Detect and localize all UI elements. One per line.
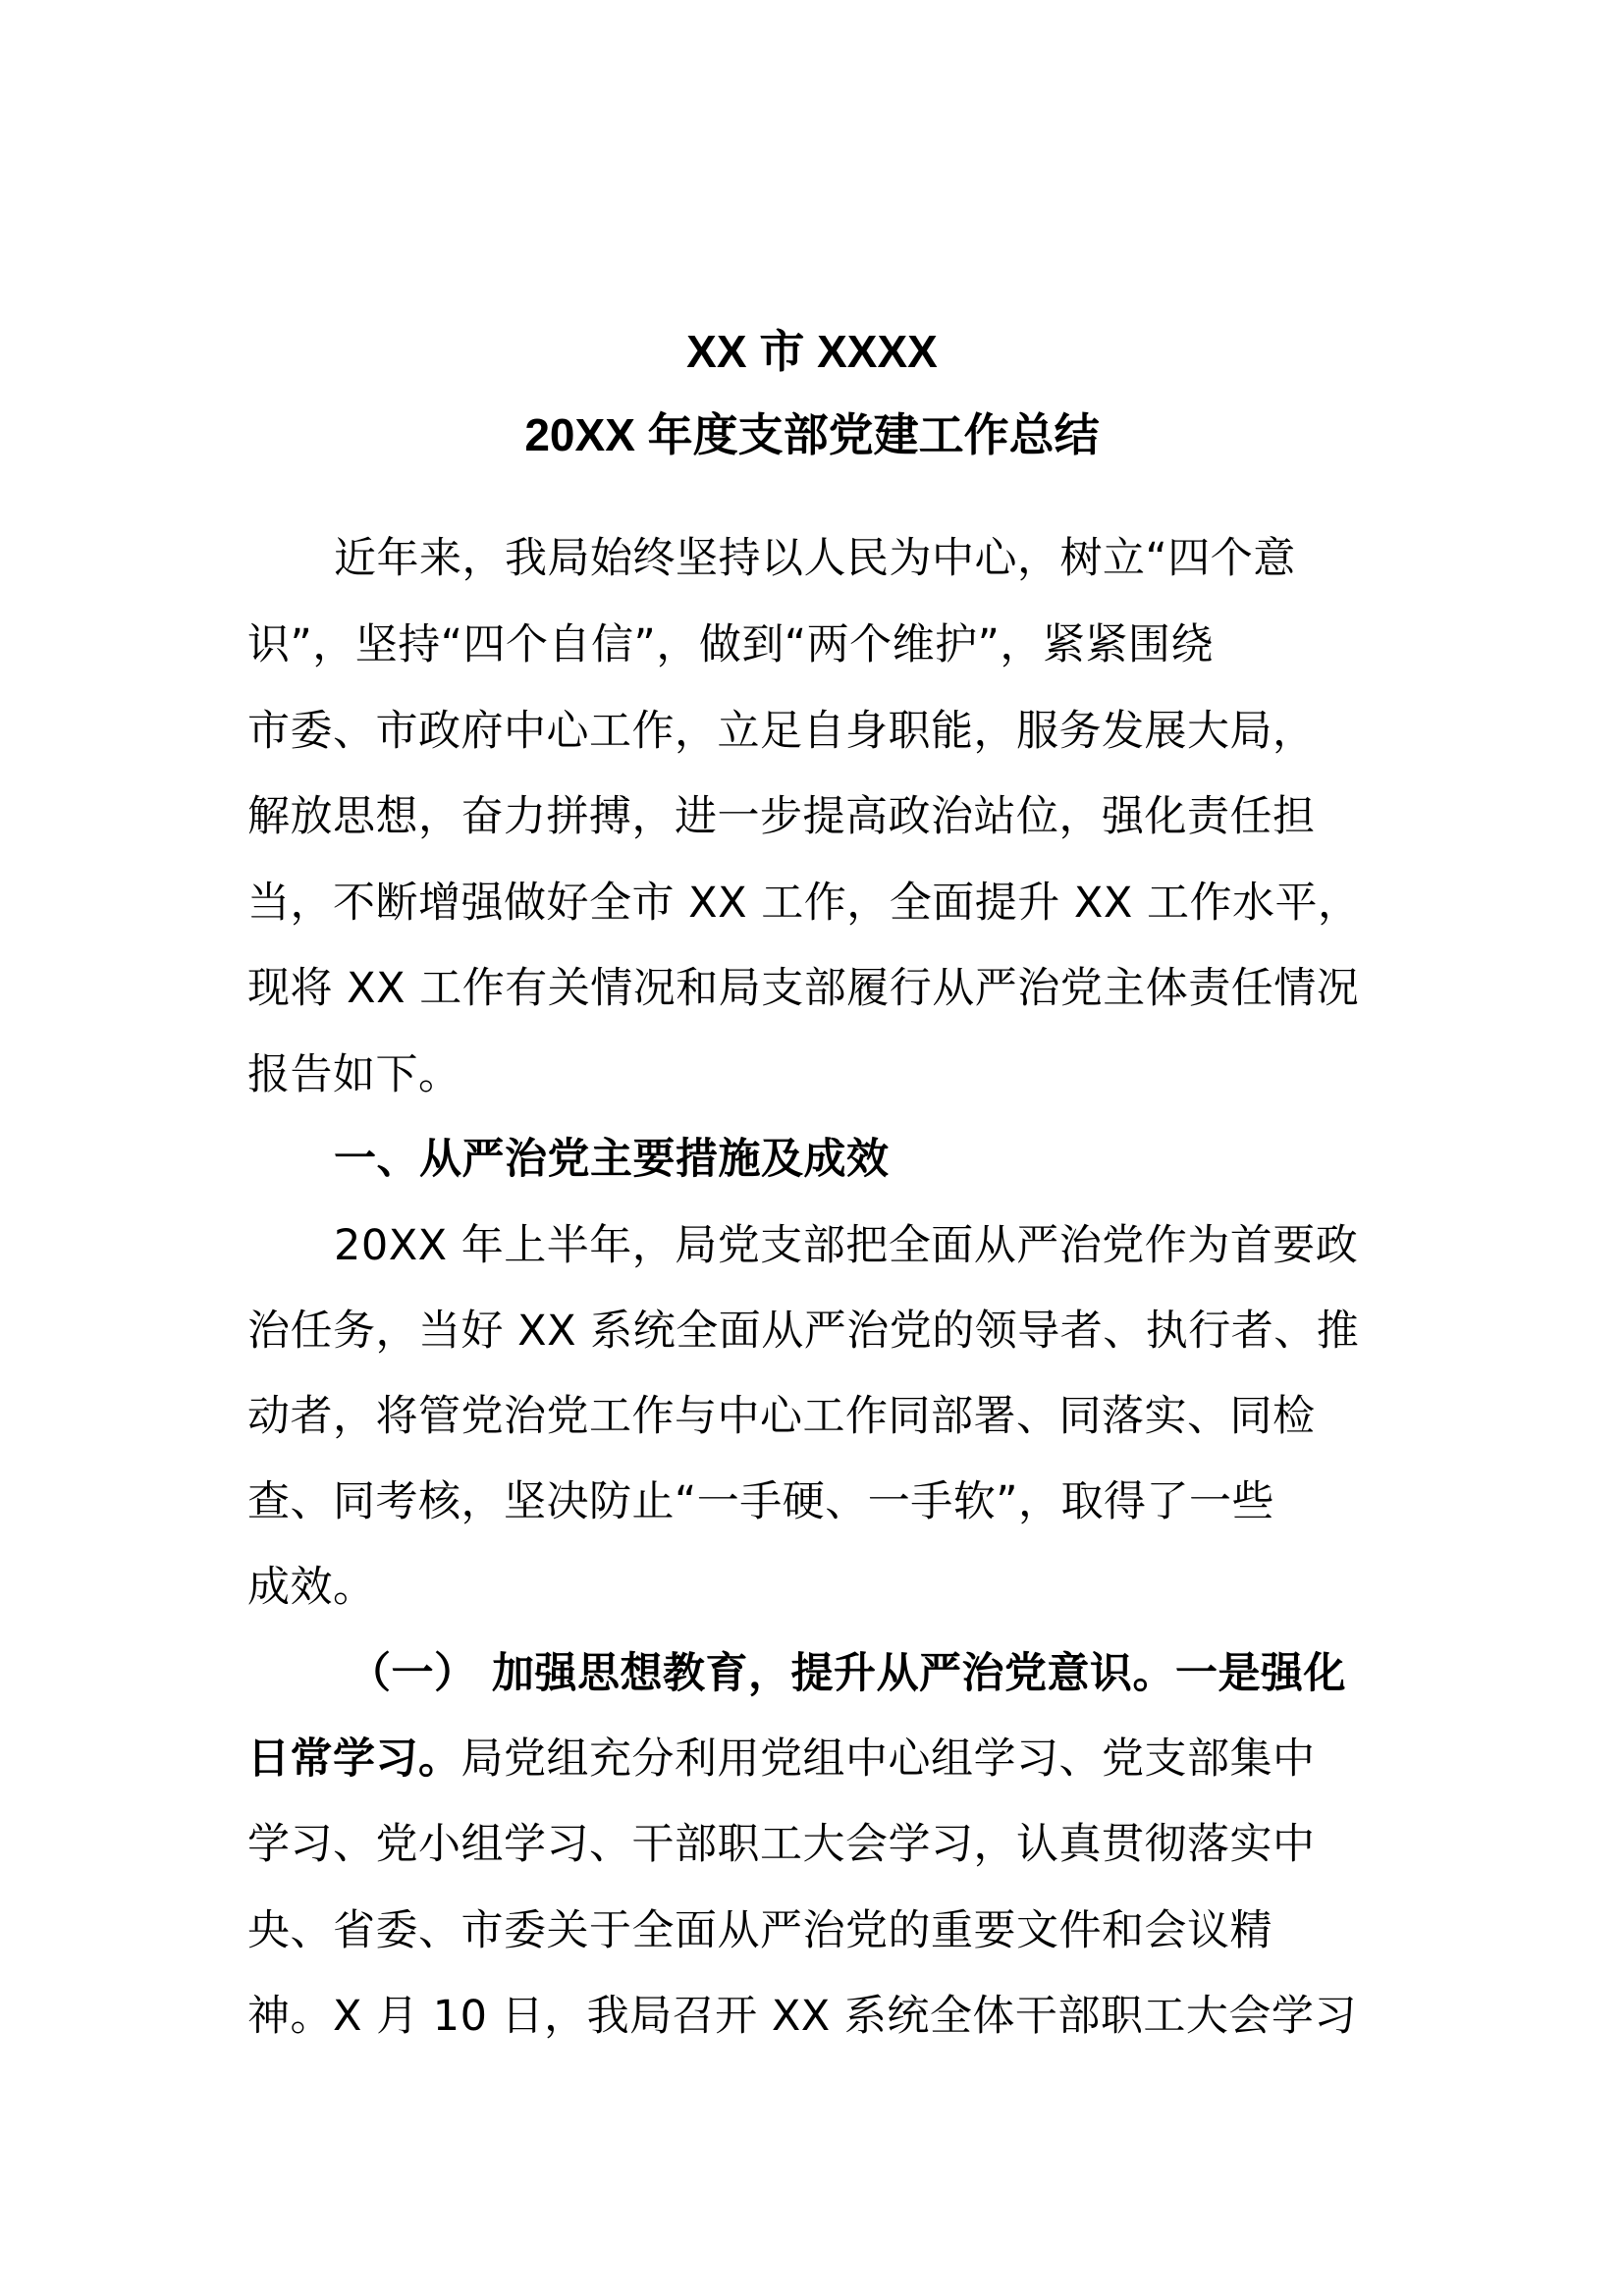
document-title-line2: 20XX 年度支部党建工作总结 — [524, 409, 1100, 460]
section1-heading: 一、从严治党主要措施及成效 — [334, 1135, 890, 1184]
intro-line: 现将 XX 工作有关情况和局支部履行从严治党主体责任情况 — [247, 964, 1360, 1013]
subsection1-line — [247, 1735, 1316, 1784]
subsection1-line: 学习、党小组学习、干部职工大会学习，认真贯彻落实中 — [247, 1820, 1316, 1869]
intro-line: 当，不断增强做好全市 XX 工作，全面提升 XX 工作水平， — [247, 879, 1361, 928]
section1-line: 动者，将管党治党工作与中心工作同部署、同落实、同检 — [247, 1392, 1316, 1441]
intro-line: 报告如下。 — [247, 1050, 461, 1099]
subsection1-line: 神。X 月 10 日，我局召开 XX 系统全体干部职工大会学习 — [247, 1992, 1357, 2041]
intro-line: 近年来，我局始终坚持以人民为中心，树立“四个意 — [334, 534, 1296, 583]
subsection1-line: 央、省委、市委关于全面从严治党的重要文件和会议精 — [247, 1906, 1272, 1955]
section1-line: 成效。 — [247, 1563, 376, 1612]
subsection1-heading: （一） 加强思想教育，提升从严治党意识。一是强化 — [349, 1649, 1346, 1698]
section1-line: 20XX 年上半年，局党支部把全面从严治党作为首要政 — [334, 1221, 1359, 1270]
intro-line: 识”，坚持“四个自信”，做到“两个维护”，紧紧围绕 — [247, 620, 1214, 669]
section1-line: 治任务，当好 XX 系统全面从严治党的领导者、执行者、推 — [247, 1307, 1360, 1356]
subsection1-line-rest: 局党组充分利用党组中心组学习、党支部集中 — [460, 1735, 1316, 1784]
intro-line: 市委、市政府中心工作，立足自身职能，服务发展大局， — [247, 707, 1316, 756]
document-title-line1: XX 市 XXXX — [686, 326, 938, 377]
section1-line: 查、同考核，坚决防止“一手硬、一手软”，取得了一些 — [247, 1477, 1275, 1526]
intro-line: 解放思想，奋力拼搏，进一步提高政治站位，强化责任担 — [247, 792, 1316, 841]
subsection1-bold-lead: 日常学习。 — [247, 1735, 461, 1784]
